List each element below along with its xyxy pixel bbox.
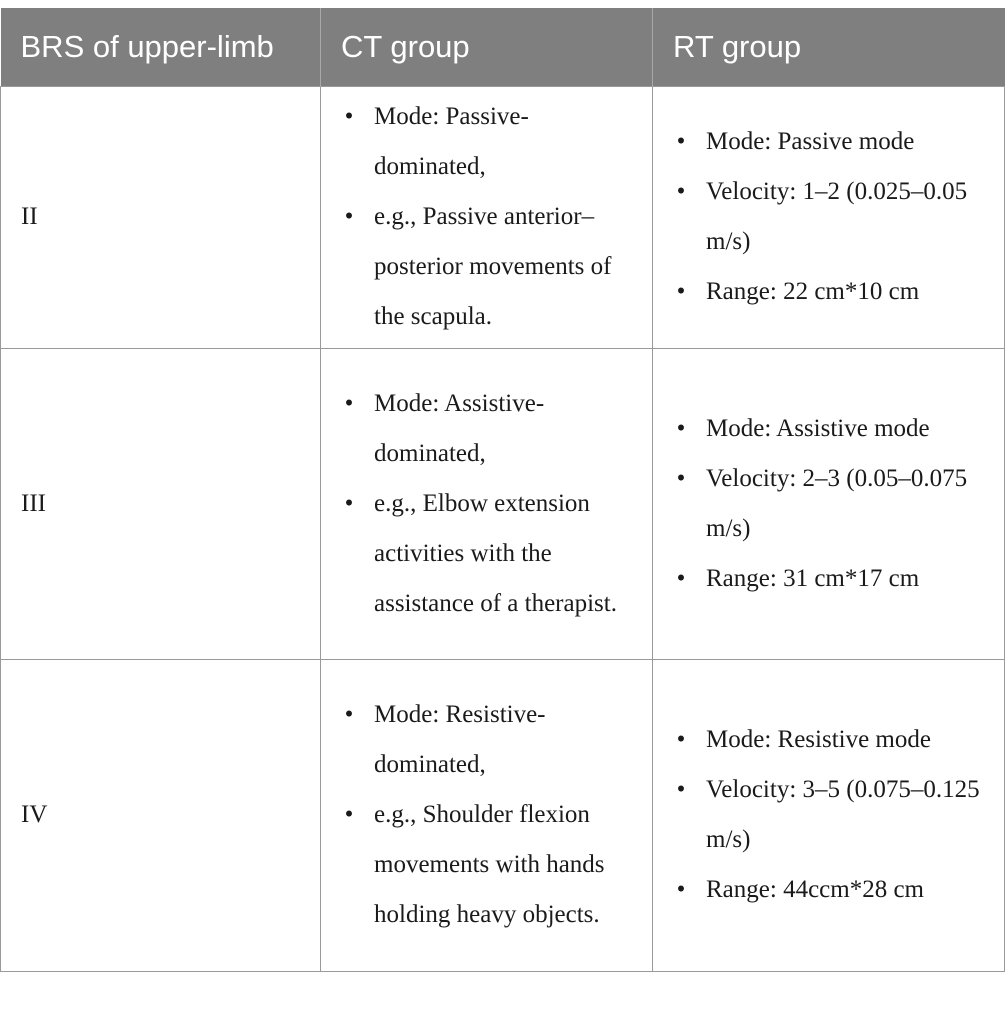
list-item: • e.g., Elbow extension activities with the assistance of a therapist. (339, 479, 640, 629)
table-row (1, 86, 1005, 348)
bullet-icon: • (676, 128, 686, 155)
bullet-icon: • (676, 464, 686, 492)
stage-cell: IV (1, 659, 321, 971)
list-item: • e.g., Passive anterior–posterior movements of the scapula. (339, 192, 640, 342)
table-row (1, 659, 1005, 971)
table-row (1, 348, 1005, 659)
stage-cell: III (1, 348, 321, 659)
list-item: • Mode: Resistive-dominated, (339, 690, 640, 790)
rt-list (671, 715, 992, 915)
bullet-icon: • (676, 726, 686, 753)
header-brs: BRS of upper-limb (1, 8, 321, 86)
list-item: • Mode: Resistive mode (671, 715, 992, 765)
rt-cell (653, 659, 1005, 971)
bullet-icon: • (676, 876, 686, 903)
ct-cell (321, 86, 653, 348)
ct-list (339, 379, 640, 629)
list-item: • Velocity: 1–2 (0.025–0.05 m/s) (671, 167, 992, 267)
ct-cell (321, 659, 653, 971)
rt-list (671, 117, 992, 317)
training-protocol-table (0, 8, 1005, 972)
list-item: • Velocity: 2–3 (0.05–0.075 m/s) (671, 454, 992, 554)
list-item: • Range: 44ccm*28 cm (671, 865, 992, 915)
bullet-icon: • (676, 178, 686, 205)
bullet-icon: • (344, 801, 354, 828)
ct-list (339, 92, 640, 342)
list-item: • Range: 22 cm*10 cm (671, 267, 992, 317)
bullet-icon: • (344, 489, 354, 517)
list-item: • Mode: Assistive mode (671, 404, 992, 454)
bullet-icon: • (676, 414, 686, 442)
bullet-icon: • (344, 203, 354, 230)
header-ct-group: CT group (321, 8, 653, 86)
list-item: • Velocity: 3–5 (0.075–0.125 m/s) (671, 765, 992, 865)
ct-list (339, 690, 640, 940)
list-item: • Mode: Passive-dominated, (339, 92, 640, 192)
list-item: • Mode: Assistive-dominated, (339, 379, 640, 479)
rt-cell (653, 348, 1005, 659)
header-row (1, 8, 1005, 86)
bullet-icon: • (676, 278, 686, 305)
bullet-icon: • (344, 103, 354, 130)
header-rt-group: RT group (653, 8, 1005, 86)
bullet-icon: • (676, 776, 686, 803)
bullet-icon: • (344, 701, 354, 728)
stage-cell: II (1, 86, 321, 348)
ct-cell (321, 348, 653, 659)
rt-cell (653, 86, 1005, 348)
bullet-icon: • (344, 389, 354, 417)
list-item: • Range: 31 cm*17 cm (671, 554, 992, 604)
bullet-icon: • (676, 564, 686, 592)
list-item: • e.g., Shoulder flexion movements with hands holding heavy objects. (339, 790, 640, 940)
rt-list (671, 404, 992, 604)
list-item: • Mode: Passive mode (671, 117, 992, 167)
